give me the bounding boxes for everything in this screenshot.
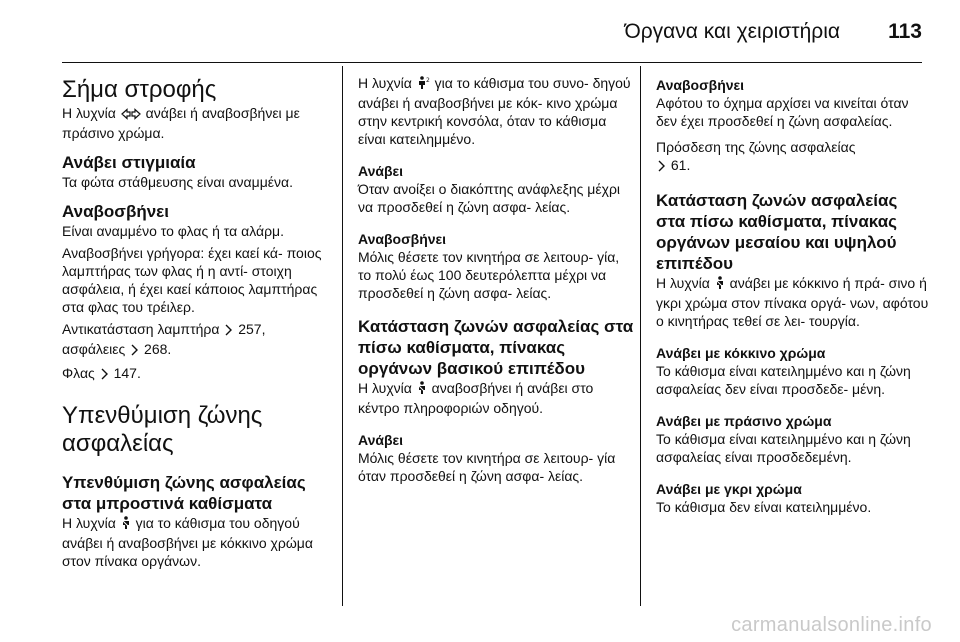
front-seat-reminder-heading: Υπενθύμιση ζώνης ασφαλείας στα μπροστινά καθίσματα [62,473,306,513]
page-reference-arrow-icon [224,322,233,340]
reference-text: Πρόσδεση της ζώνης ασφαλείας [656,139,856,155]
flashing-heading: Αναβοσβήνει [62,202,169,221]
turn-signal-arrows-icon [121,106,141,124]
flashing-heading: Αναβοσβήνει [358,231,447,247]
green-text: Το κάθισμα είναι κατειλημμένο και η ζώνη ασφαλείας είναι προσδεδεμένη. [656,431,911,465]
green-heading: Ανάβει με πράσινο χρώμα [656,413,832,429]
column-3 [656,68,930,516]
text-fragment: ανάβει ή αναβοσβήνει με πράσινο χρώμα. [62,105,300,141]
lights-heading: Ανάβει [358,163,404,179]
page-reference-arrow-icon [657,158,666,176]
reference-text: ασφάλειες [62,341,126,357]
reference-bulb-fuse [62,320,334,360]
reference-page: 61. [670,157,691,173]
text-fragment: αναβοσβήνει ή ανάβει στο κέντρο πληροφοριών οδηγού. [358,380,594,416]
seatbelt-reminder-heading: Υπενθύμιση ζώνης ασφαλείας [62,402,263,457]
rear-mid-cluster-heading: Κατάσταση ζωνών ασφαλείας στα πίσω καθίσματα, πίνακας οργάνων μεσαίου και υψηλού επιπέδου [656,191,898,273]
column-divider-1 [342,66,343,606]
text-fragment: για το κάθισμα του οδηγού ανάβει ή αναβοσβήνει με κόκκινο χρώμα στον πίνακα οργάνων. [62,515,313,569]
page-reference-arrow-icon [130,342,139,360]
front-seat-reminder-text [62,514,334,570]
flashing-text-2: Αναβοσβήνει γρήγορα: έχει καεί κά- ποιος λαμπτήρας των φλας ή η αντί- στοιχη ασφάλεια, ή έχει καεί κάποιος λαμπτήρας στα φλας του τρέιλερ. [62,245,322,315]
column-2 [358,68,634,485]
reference-page: 147. [113,365,141,381]
flashing-heading: Αναβοσβήνει [656,77,745,93]
text-fragment: για το κάθισμα του συνο- δηγού ανάβει ή αναβοσβήνει με κόκ- κινο χρώμα στην κεντρική κονσόλα, όταν το κάθισμα είναι κατειλημμένο. [358,75,631,147]
seatbelt-passenger-icon [417,76,430,94]
reference-fastening [656,138,930,176]
lights-text: Όταν ανοίξει ο διακόπτης ανάφλεξης μέχρι να προσδεθεί η ζώνη ασφα- λείας. [358,181,621,215]
seatbelt-person-icon [715,276,725,294]
rear-base-cluster-heading: Κατάσταση ζωνών ασφαλείας στα πίσω καθίσματα, πίνακας οργάνων βασικού επιπέδου [358,317,634,378]
svg-text:2: 2 [425,77,430,84]
page-reference-arrow-icon [100,366,109,384]
reference-turn-signals [62,364,334,384]
column-divider-2 [640,66,641,606]
grey-heading: Ανάβει με γκρι χρώμα [656,481,802,497]
rear-mid-cluster-text [656,274,930,330]
grey-text: Το κάθισμα δεν είναι κατειλημμένο. [656,499,872,515]
lights-momentarily-text: Τα φώτα στάθμευσης είναι αναμμένα. [62,174,293,190]
reference-text: Φλας [62,365,95,381]
red-text: Το κάθισμα είναι κατειλημμένο και η ζώνη ασφαλείας δεν είναι προσδεδε- μένη. [656,363,911,397]
text-fragment: Η λυχνία [62,105,116,121]
text-fragment: Η λυχνία [62,515,116,531]
chapter-title: Όργανα και χειριστήρια [624,20,840,43]
column-1 [62,68,334,570]
text-fragment: ανάβει με κόκκινο ή πρά- σινο ή γκρι χρώμα στον πίνακα οργά- νων, αφότου ο κινητήρας τεθεί σε λει- τουργία. [656,275,929,329]
red-heading: Ανάβει με κόκκινο χρώμα [656,345,826,361]
seatbelt-person-icon [121,516,131,534]
text-fragment: Η λυχνία [358,380,412,396]
page-header [0,0,960,62]
text-fragment: Η λυχνία [656,275,710,291]
flashing-text-1: Είναι αναμμένο το φλας ή τα αλάρμ. [62,223,285,239]
flashing-text: Αφότου το όχημα αρχίσει να κινείται όταν δεν έχει προσδεθεί η ζώνη ασφαλείας. [656,95,909,129]
reference-text: Αντικατάσταση λαμπτήρα [62,321,220,337]
watermark: carmanualsonline.info [731,614,932,636]
seatbelt-person-icon [417,381,427,399]
turn-signal-text [62,104,334,142]
reference-page: 268. [144,341,172,357]
header-divider [62,62,922,63]
page-number: 113 [888,20,922,43]
lights-text-2: Μόλις θέσετε τον κινητήρα σε λειτουρ- γία όταν προσδεθεί η ζώνη ασφα- λείας. [358,450,616,484]
lights-momentarily-heading: Ανάβει στιγμιαία [62,153,196,172]
passenger-seat-text [358,74,634,148]
lights-heading-2: Ανάβει [358,432,404,448]
text-fragment: Η λυχνία [358,75,412,91]
flashing-text: Μόλις θέσετε τον κινητήρα σε λειτουρ- γία, το πολύ έως 100 δευτερόλεπτα μέχρι να προσδεθεί η ζώνη ασφα- λείας. [358,249,620,301]
rear-base-cluster-text [358,379,634,417]
turn-signal-heading: Σήμα στροφής [62,76,217,103]
reference-page: 257, [238,321,266,337]
